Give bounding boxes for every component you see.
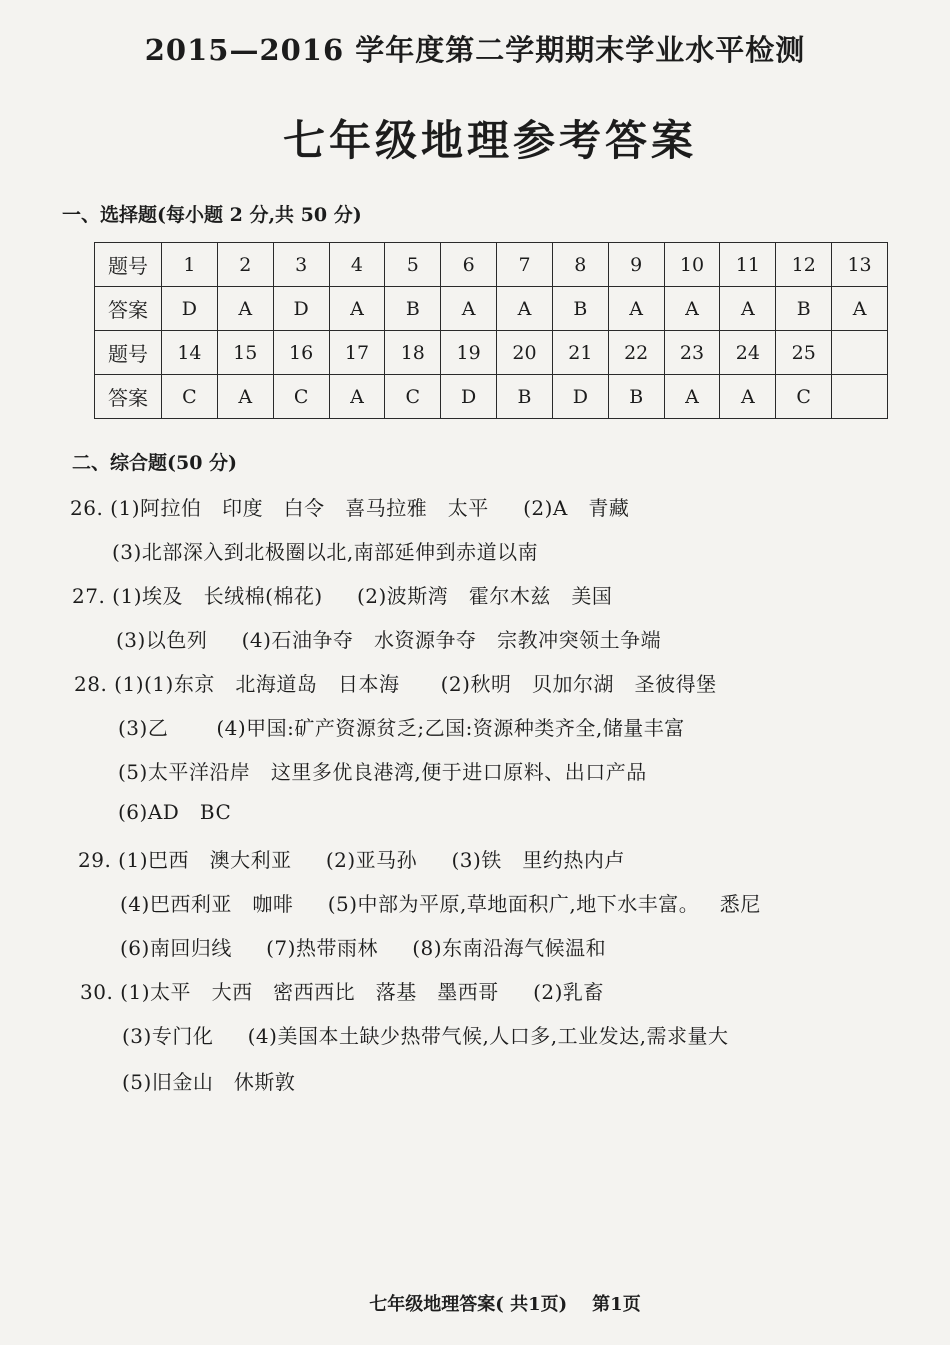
table-cell: 14 (162, 331, 218, 375)
table-cell: 20 (497, 331, 553, 375)
table-cell: A (441, 287, 497, 331)
table-cell: 23 (664, 331, 720, 375)
table-row-question-numbers (95, 243, 888, 287)
table-cell: C (776, 375, 832, 419)
table-cell: C (162, 375, 218, 419)
table-cell: A (664, 287, 720, 331)
answer-line: 27. (1)埃及 长绒棉(棉花) (2)波斯湾 霍尔木兹 美国 (72, 584, 613, 608)
answer-line: 26. (1)阿拉伯 印度 白令 喜马拉雅 太平 (2)A 青藏 (70, 496, 630, 520)
table-cell: A (832, 287, 888, 331)
table-cell: 6 (441, 243, 497, 287)
table-cell: A (497, 287, 553, 331)
answer-line: (3)专门化 (4)美国本土缺少热带气候,人口多,工业发达,需求量大 (122, 1024, 729, 1048)
table-row-header: 题号 (95, 243, 162, 287)
table-cell: A (329, 375, 385, 419)
answer-line: (6)AD BC (118, 800, 232, 824)
table-cell: 17 (329, 331, 385, 375)
answer-line: (5)太平洋沿岸 这里多优良港湾,便于进口原料、出口产品 (118, 760, 647, 784)
table-cell: 3 (273, 243, 329, 287)
answer-line: (6)南回归线 (7)热带雨林 (8)东南沿海气候温和 (120, 936, 607, 960)
table-cell: 15 (217, 331, 273, 375)
table-cell: D (273, 287, 329, 331)
table-cell: 1 (162, 243, 218, 287)
table-cell: 19 (441, 331, 497, 375)
table-cell: A (608, 287, 664, 331)
table-cell: D (162, 287, 218, 331)
answer-table (94, 242, 888, 419)
answer-line: 30. (1)太平 大西 密西西比 落基 墨西哥 (2)乳畜 (80, 980, 604, 1004)
table-cell: 9 (608, 243, 664, 287)
answer-line: (3)以色列 (4)石油争夺 水资源争夺 宗教冲突领土争端 (116, 628, 662, 652)
table-cell: 13 (832, 243, 888, 287)
table-cell: 5 (385, 243, 441, 287)
table-row-header: 题号 (95, 331, 162, 375)
table-cell (832, 375, 888, 419)
table-cell: A (664, 375, 720, 419)
table-cell: A (217, 375, 273, 419)
table-row-header: 答案 (95, 287, 162, 331)
answer-line: (3)乙 (4)甲国:矿产资源贫乏;乙国:资源种类齐全,储量丰富 (118, 716, 685, 740)
table-cell: 22 (608, 331, 664, 375)
table-cell: 10 (664, 243, 720, 287)
table-cell: B (497, 375, 553, 419)
table-cell: 12 (776, 243, 832, 287)
table-cell: D (441, 375, 497, 419)
section-heading-choice: 一、选择题(每小题 2 分,共 50 分) (62, 204, 362, 226)
table-cell: 16 (273, 331, 329, 375)
table-cell: A (329, 287, 385, 331)
table-cell: D (552, 375, 608, 419)
exam-title: 2015—2016 学年度第二学期期末学业水平检测 (144, 33, 806, 67)
table-row-answers (95, 287, 888, 331)
table-cell: A (720, 375, 776, 419)
table-cell: 2 (217, 243, 273, 287)
page-title: 七年级地理参考答案 (282, 116, 697, 165)
table-cell: 21 (552, 331, 608, 375)
table-cell: A (720, 287, 776, 331)
table-row-header: 答案 (95, 375, 162, 419)
table-cell: 4 (329, 243, 385, 287)
table-cell: 8 (552, 243, 608, 287)
section-heading-comprehensive: 二、综合题(50 分) (72, 452, 238, 474)
table-cell: C (385, 375, 441, 419)
answer-line: (4)巴西利亚 咖啡 (5)中部为平原,草地面积广,地下水丰富。 悉尼 (120, 892, 761, 916)
table-cell: B (608, 375, 664, 419)
answer-line: (3)北部深入到北极圈以北,南部延伸到赤道以南 (112, 540, 539, 564)
table-row-answers (95, 375, 888, 419)
answer-line: (5)旧金山 休斯敦 (122, 1070, 296, 1094)
table-cell: B (552, 287, 608, 331)
answer-line: 29. (1)巴西 澳大利亚 (2)亚马孙 (3)铁 里约热内卢 (78, 848, 625, 872)
answer-line: 28. (1)(1)东京 北海道岛 日本海 (2)秋明 贝加尔湖 圣彼得堡 (74, 672, 717, 696)
table-cell: 11 (720, 243, 776, 287)
table-cell (832, 331, 888, 375)
table-cell: B (385, 287, 441, 331)
table-cell: C (273, 375, 329, 419)
table-cell: 25 (776, 331, 832, 375)
table-cell: 24 (720, 331, 776, 375)
table-row-question-numbers (95, 331, 888, 375)
table-cell: 18 (385, 331, 441, 375)
table-cell: B (776, 287, 832, 331)
table-cell: 7 (497, 243, 553, 287)
page-footer: 七年级地理答案( 共1页) 第1页 (369, 1294, 641, 1315)
table-cell: A (217, 287, 273, 331)
